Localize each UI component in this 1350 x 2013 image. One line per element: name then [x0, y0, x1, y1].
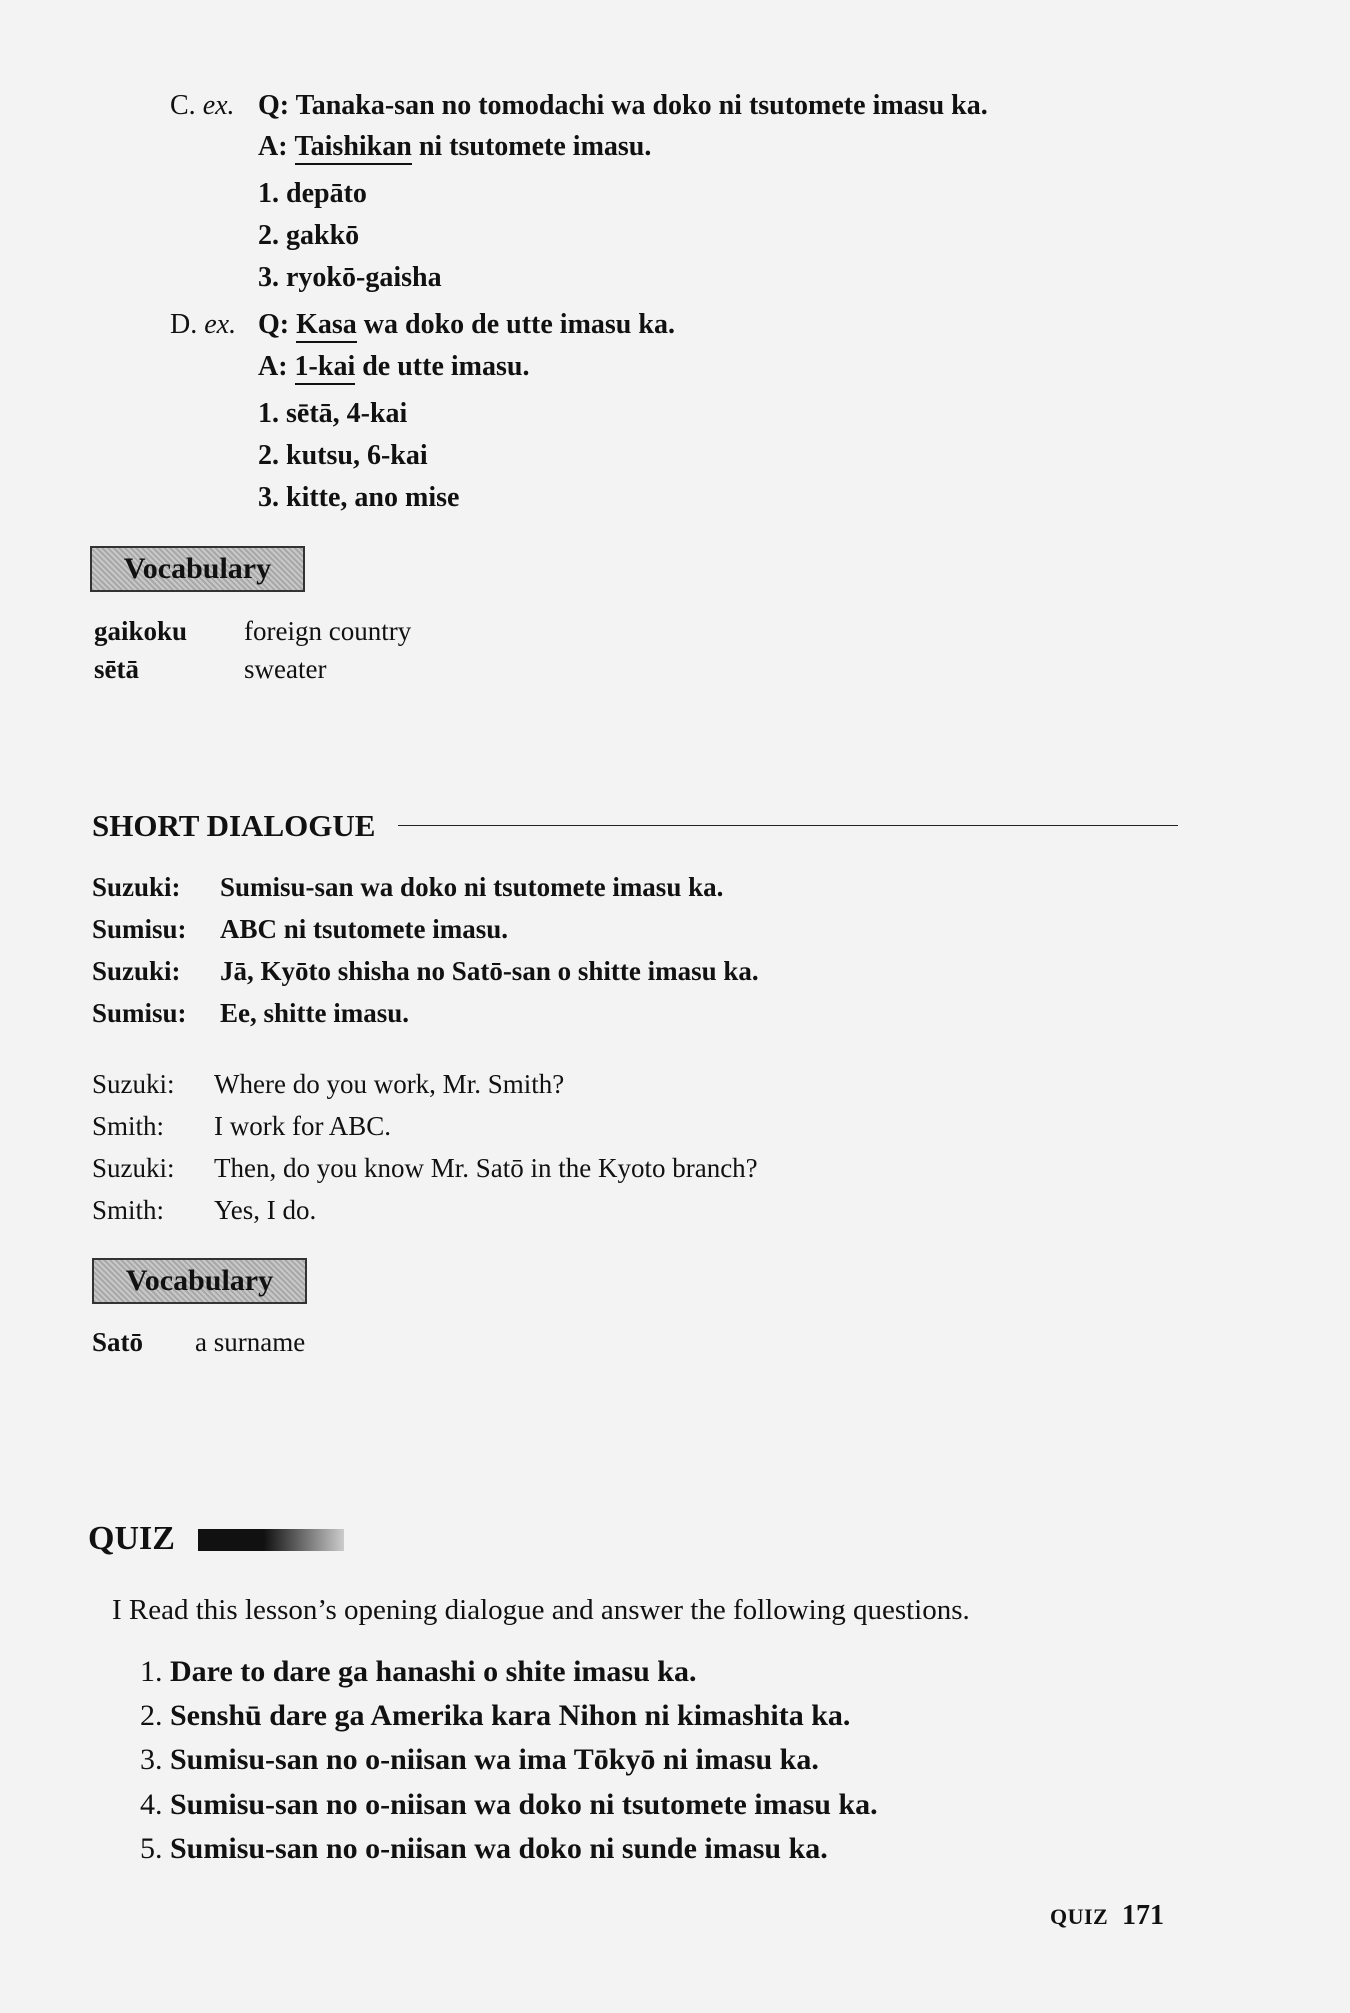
vocab-entry — [92, 1327, 492, 1361]
speaker: Suzuki: — [92, 1069, 175, 1099]
answer-text: de utte imasu. — [362, 351, 530, 382]
quiz-question — [140, 1788, 878, 1822]
question-text: Sumisu-san no o-niisan wa doko ni sunde imasu ka. — [170, 1832, 828, 1865]
dialogue-line — [92, 872, 992, 908]
item-text: gakkō — [286, 220, 360, 251]
quiz-instruction: I Read this lesson’s opening dialogue and answer the following questions. — [112, 1594, 970, 1626]
item-text: ryokō-gaisha — [286, 262, 442, 293]
vocab-definition: foreign country — [244, 616, 412, 646]
speaker: Smith: — [92, 1195, 165, 1225]
dialogue-line — [92, 998, 992, 1034]
exercise-letter: D. — [170, 309, 198, 340]
dialogue-line — [92, 1111, 992, 1147]
list-item — [258, 482, 459, 514]
question-text: Sumisu-san no o-niisan wa doko ni tsutomete imasu ka. — [170, 1788, 878, 1821]
line-text: Ee, shitte imasu. — [220, 998, 409, 1028]
speaker: Sumisu: — [92, 998, 187, 1028]
question-label: Q: — [258, 309, 290, 340]
quiz-question — [140, 1832, 828, 1866]
line-text: ABC ni tsutomete imasu. — [220, 914, 508, 944]
quiz-heading-bar — [198, 1529, 344, 1551]
question-number: 1. — [140, 1655, 163, 1688]
item-text: sētā, 4-kai — [286, 398, 408, 429]
answer-label: A: — [258, 351, 288, 382]
substitution-word: 1-kai — [295, 352, 356, 385]
exercise-c-answer — [258, 131, 651, 165]
question-number: 3. — [140, 1743, 163, 1776]
line-text: Then, do you know Mr. Satō in the Kyoto branch? — [214, 1153, 758, 1183]
dialogue-line — [92, 1153, 992, 1189]
example-marker: ex. — [202, 90, 235, 121]
exercise-letter: C. — [170, 90, 196, 121]
question-number: 4. — [140, 1788, 163, 1821]
section-heading-quiz: QUIZ — [88, 1520, 175, 1557]
speaker: Suzuki: — [92, 872, 181, 902]
speaker: Sumisu: — [92, 914, 187, 944]
heading-rule — [398, 825, 1178, 826]
item-number: 1. — [258, 178, 279, 209]
list-item — [258, 440, 428, 472]
example-marker: ex. — [204, 309, 237, 340]
quiz-question — [140, 1699, 850, 1733]
list-item — [258, 398, 407, 430]
speaker: Suzuki: — [92, 956, 181, 986]
quiz-question — [140, 1655, 696, 1689]
question-number: 2. — [140, 1699, 163, 1732]
quiz-question — [140, 1743, 819, 1777]
list-item — [258, 220, 359, 252]
question-text: Tanaka-san no tomodachi wa doko ni tsutomete imasu ka. — [295, 90, 988, 121]
answer-text: ni tsutomete imasu. — [418, 131, 652, 162]
exercise-c-question — [170, 90, 988, 122]
speaker: Smith: — [92, 1111, 165, 1141]
dialogue-line — [92, 1195, 992, 1231]
vocab-definition: sweater — [244, 654, 327, 684]
list-item — [258, 178, 367, 210]
running-head: QUIZ — [1050, 1904, 1109, 1929]
line-text: I work for ABC. — [214, 1111, 391, 1141]
dialogue-line — [92, 956, 992, 992]
line-text: Yes, I do. — [214, 1195, 317, 1225]
question-label: Q: — [258, 90, 290, 121]
exercise-d-question — [170, 309, 675, 341]
dialogue-line — [92, 914, 992, 950]
item-number: 2. — [258, 220, 279, 251]
dialogue-line — [92, 1069, 992, 1105]
item-text: kitte, ano mise — [286, 482, 460, 513]
vocabulary-heading: Vocabulary — [92, 1258, 307, 1304]
vocab-term: gaikoku — [94, 616, 188, 646]
item-text: depāto — [286, 178, 367, 209]
item-number: 1. — [258, 398, 279, 429]
vocab-definition: a surname — [195, 1327, 306, 1357]
line-text: Sumisu-san wa doko ni tsutomete imasu ka. — [220, 872, 724, 902]
vocabulary-heading: Vocabulary — [90, 546, 305, 592]
question-number: 5. — [140, 1832, 163, 1865]
question-text: Dare to dare ga hanashi o shite imasu ka. — [170, 1655, 697, 1688]
substitution-word: Taishikan — [295, 132, 412, 165]
line-text: Where do you work, Mr. Smith? — [214, 1069, 565, 1099]
exercise-d-answer — [258, 351, 529, 385]
answer-label: A: — [258, 131, 288, 162]
item-text: kutsu, 6-kai — [286, 440, 428, 471]
vocab-term: Satō — [92, 1327, 144, 1357]
question-text: Senshū dare ga Amerika kara Nihon ni kimashita ka. — [170, 1699, 851, 1732]
line-text: Jā, Kyōto shisha no Satō-san o shitte imasu ka. — [220, 956, 759, 986]
vocab-entry — [94, 654, 494, 688]
substitution-word: Kasa — [296, 310, 357, 343]
vocab-entry — [94, 616, 494, 650]
item-number: 2. — [258, 440, 279, 471]
item-number: 3. — [258, 262, 279, 293]
vocab-term: sētā — [94, 654, 139, 684]
speaker: Suzuki: — [92, 1153, 175, 1183]
page-number: 171 — [1122, 1900, 1164, 1931]
item-number: 3. — [258, 482, 279, 513]
list-item — [258, 262, 442, 294]
section-heading-short-dialogue: SHORT DIALOGUE — [92, 808, 376, 843]
question-text: Sumisu-san no o-niisan wa ima Tōkyō ni imasu ka. — [170, 1743, 819, 1776]
question-text: wa doko de utte imasu ka. — [363, 309, 675, 340]
